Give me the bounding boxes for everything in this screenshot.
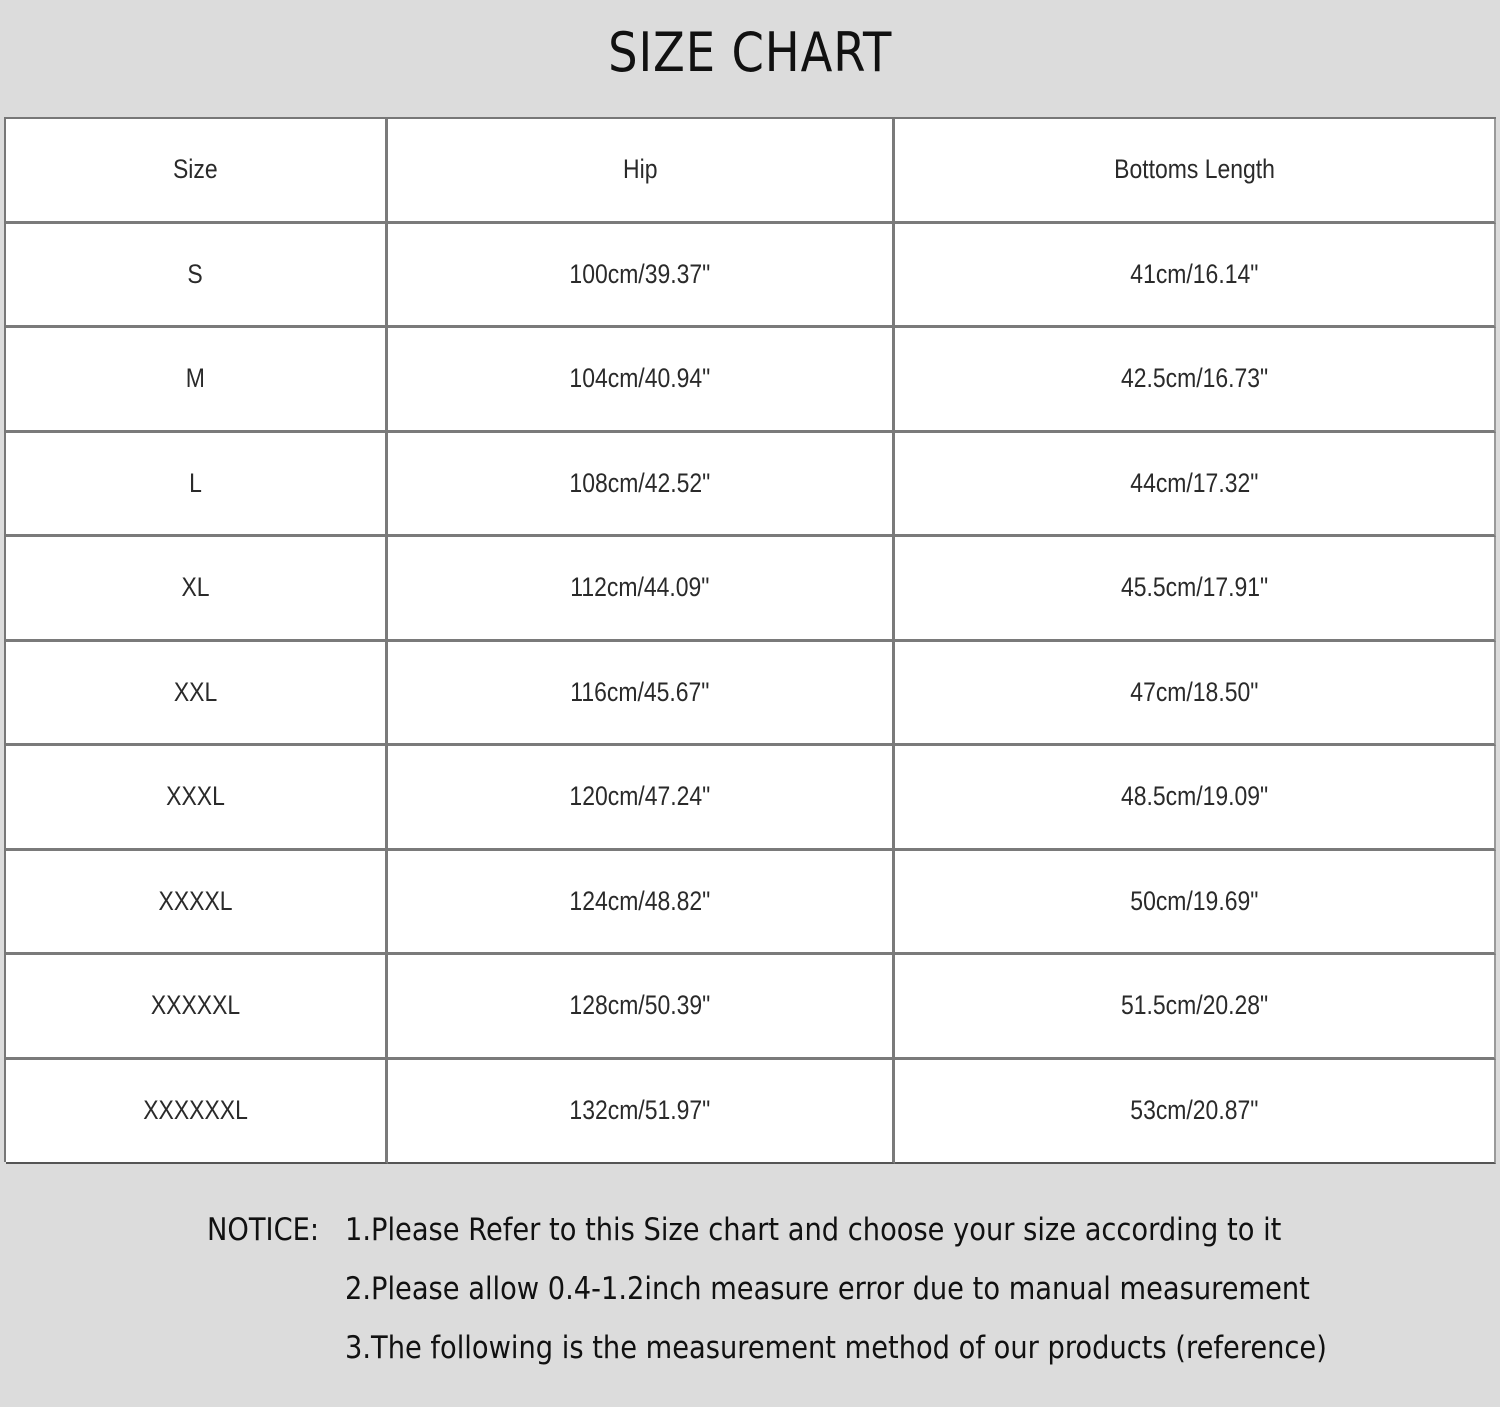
length-cell: [895, 328, 1496, 433]
hip-value: 104cm/40.94": [569, 363, 711, 394]
hip-value: 108cm/42.52": [569, 467, 711, 498]
size-table: [4, 117, 1496, 1162]
notice-line-3: 3.The following is the measurement method of our products (reference): [345, 1330, 1327, 1366]
length-cell: [895, 746, 1496, 851]
length-cell: [895, 642, 1496, 747]
length-value: 44cm/17.32": [1130, 467, 1259, 498]
size-value: XXXXL: [158, 885, 233, 916]
size-cell: [6, 851, 388, 956]
hip-value: 116cm/45.67": [570, 676, 710, 707]
table-row: [6, 642, 1496, 747]
size-cell: [6, 642, 388, 747]
size-cell: [6, 537, 388, 642]
length-value: 50cm/19.69": [1130, 885, 1259, 916]
hip-cell: [388, 328, 895, 433]
header-label-hip: Hip: [622, 154, 658, 185]
length-value: 47cm/18.50": [1130, 676, 1259, 707]
length-value: 42.5cm/16.73": [1120, 363, 1269, 394]
length-cell: [895, 1060, 1496, 1165]
table-row: [6, 746, 1496, 851]
hip-cell: [388, 537, 895, 642]
length-value: 45.5cm/17.91": [1120, 572, 1269, 603]
notice-section: [0, 1164, 1500, 1407]
header-cell-hip: [388, 119, 895, 224]
length-value: 51.5cm/20.28": [1120, 990, 1269, 1021]
length-value: 48.5cm/19.09": [1120, 781, 1269, 812]
page-header: [0, 0, 1500, 112]
size-value: L: [189, 467, 202, 498]
header-label-size: Size: [173, 154, 218, 185]
size-value: M: [185, 363, 206, 394]
table-row: [6, 955, 1496, 1060]
length-value: 53cm/20.87": [1130, 1095, 1259, 1126]
size-value: S: [187, 258, 204, 289]
hip-cell: [388, 642, 895, 747]
size-cell: [6, 955, 388, 1060]
length-value: 41cm/16.14": [1130, 258, 1259, 289]
hip-value: 124cm/48.82": [569, 885, 711, 916]
table-row: [6, 851, 1496, 956]
header-cell-size: [6, 119, 388, 224]
table-row: [6, 224, 1496, 329]
size-value: XL: [181, 572, 210, 603]
size-cell: [6, 1060, 388, 1165]
page-title: SIZE CHART: [607, 20, 893, 84]
size-cell: [6, 328, 388, 433]
length-cell: [895, 224, 1496, 329]
length-cell: [895, 433, 1496, 538]
size-value: XXL: [173, 676, 218, 707]
header-cell-bottoms-length: [895, 119, 1496, 224]
hip-value: 100cm/39.37": [569, 258, 711, 289]
notice-label: NOTICE:: [207, 1212, 320, 1248]
hip-value: 112cm/44.09": [570, 572, 710, 603]
hip-cell: [388, 851, 895, 956]
size-value: XXXXXL: [150, 990, 241, 1021]
hip-value: 132cm/51.97": [569, 1095, 711, 1126]
size-cell: [6, 746, 388, 851]
table-row: [6, 537, 1496, 642]
hip-cell: [388, 746, 895, 851]
length-cell: [895, 537, 1496, 642]
size-cell: [6, 433, 388, 538]
notice-line-2: 2.Please allow 0.4-1.2inch measure error due to manual measurement: [345, 1271, 1310, 1307]
size-value: XXXL: [166, 781, 225, 812]
hip-value: 120cm/47.24": [569, 781, 711, 812]
hip-cell: [388, 433, 895, 538]
table-row: [6, 328, 1496, 433]
hip-value: 128cm/50.39": [569, 990, 711, 1021]
notice-line-1: 1.Please Refer to this Size chart and choose your size according to it: [345, 1212, 1282, 1248]
table-header-row: [6, 119, 1496, 224]
length-cell: [895, 955, 1496, 1060]
hip-cell: [388, 224, 895, 329]
size-value: XXXXXXL: [143, 1095, 248, 1126]
table-row: [6, 1060, 1496, 1165]
size-cell: [6, 224, 388, 329]
hip-cell: [388, 955, 895, 1060]
header-label-bottoms-length: Bottoms Length: [1114, 154, 1275, 185]
length-cell: [895, 851, 1496, 956]
hip-cell: [388, 1060, 895, 1165]
table-row: [6, 433, 1496, 538]
